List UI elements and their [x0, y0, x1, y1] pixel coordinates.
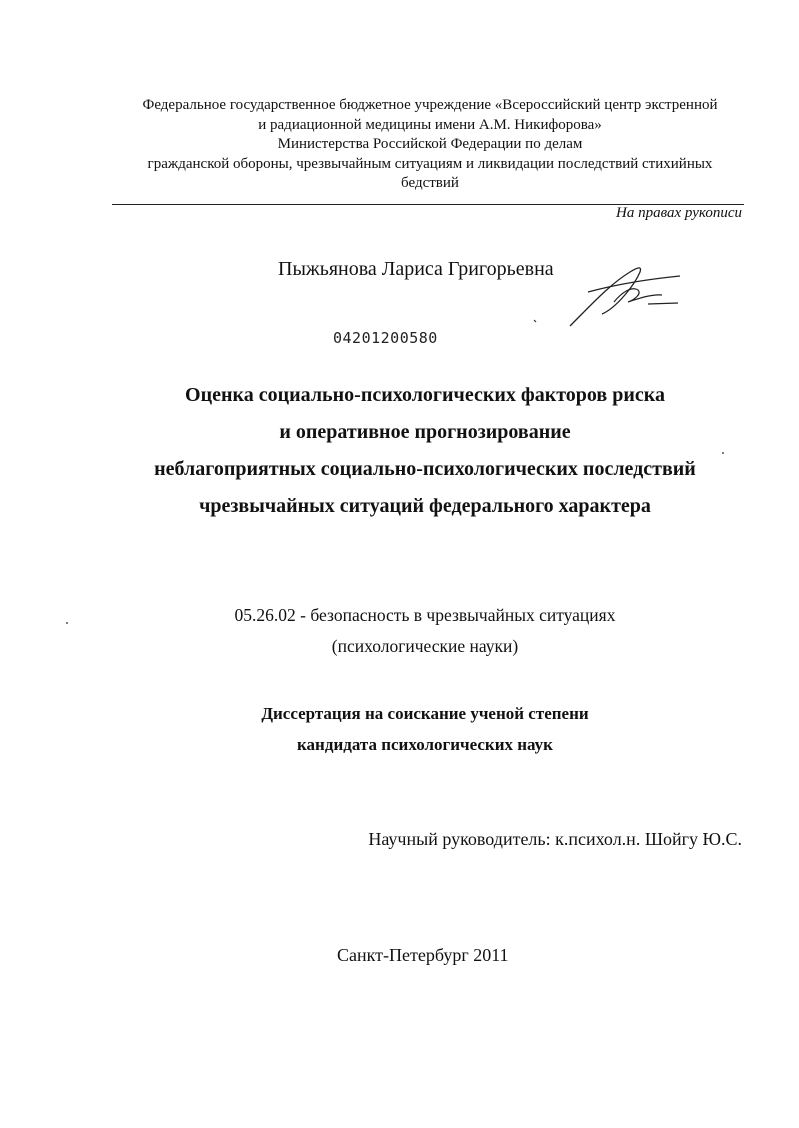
supervisor: Научный руководитель: к.психол.н. Шойгу Ю.С. — [368, 829, 742, 849]
registration-number: 04201200580 — [333, 329, 438, 347]
degree-line-1: Диссертация на соискание ученой степени — [261, 704, 589, 723]
handwritten-signature — [530, 262, 690, 334]
institution-line-5: бедствий — [401, 175, 459, 191]
degree-line-2: кандидата психологических наук — [297, 735, 553, 754]
institution-header — [100, 96, 760, 194]
title-line-3: неблагоприятных социально-психологических последствий — [154, 458, 696, 480]
institution-line-2: и радиационной медицины имени А.М. Никифорова» — [258, 116, 602, 133]
institution-line-3: Министерства Российской Федерации по делам — [277, 136, 583, 152]
author-name: Пыжьянова Лариса Григорьевна — [278, 258, 554, 280]
scan-speck — [66, 622, 68, 624]
institution-line-1: Федеральное государственное бюджетное учреждение «Всероссийский центр экстренной — [142, 97, 718, 113]
specialty-code: 05.26.02 - безопасность в чрезвычайных ситуациях — [234, 605, 616, 625]
institution-line-4: гражданской обороны, чрезвычайным ситуациям и ликвидации последствий стихийных — [147, 155, 713, 172]
specialty — [100, 600, 750, 662]
degree-statement — [100, 698, 750, 760]
dissertation-title — [100, 377, 750, 525]
title-line-2: и оперативное прогнозирование — [279, 421, 571, 443]
title-line-4: чрезвычайных ситуаций федерального характера — [199, 495, 651, 517]
city-year: Санкт-Петербург 2011 — [337, 945, 509, 965]
rights-note: На правах рукописи — [616, 205, 742, 221]
scan-speck — [722, 452, 724, 454]
specialty-field: (психологические науки) — [331, 636, 519, 656]
title-line-1: Оценка социально-психологических факторов риска — [185, 384, 665, 406]
